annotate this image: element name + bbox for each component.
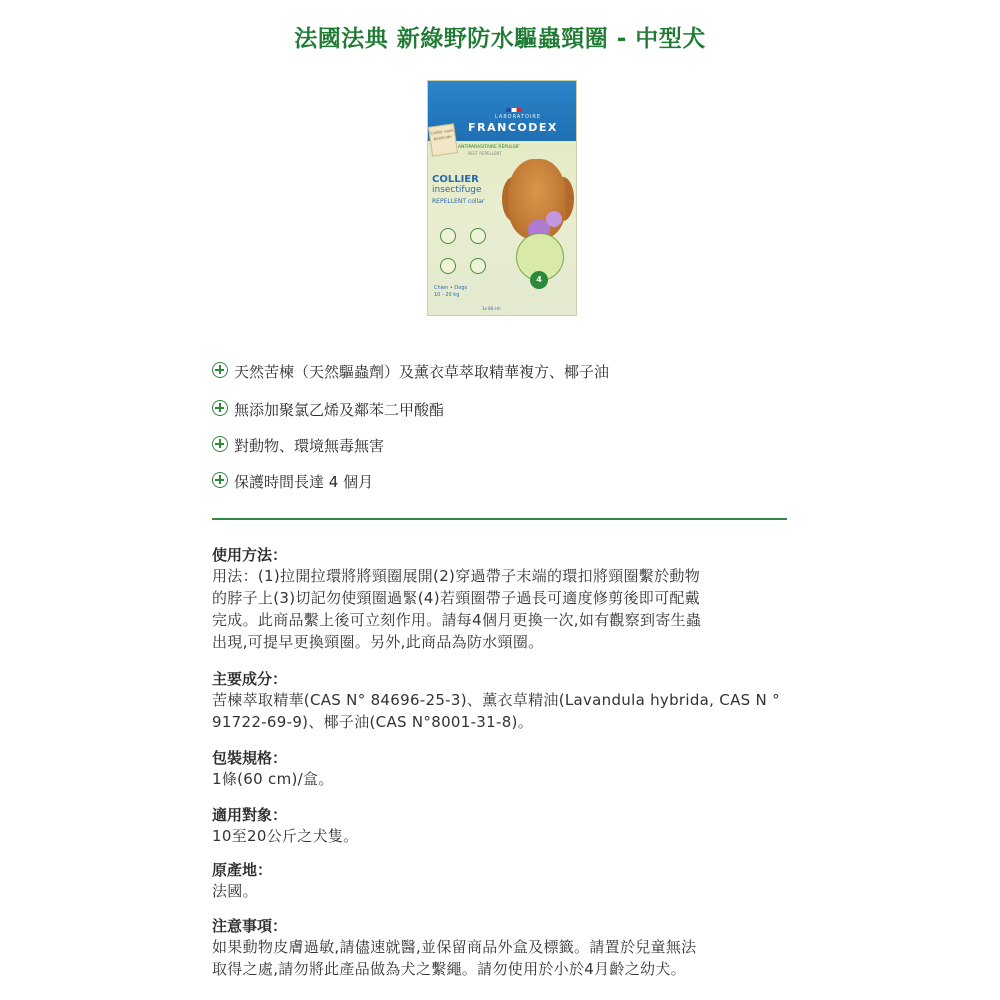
page-title: 法國法典 新綠野防水驅蟲頸圈 - 中型犬 [294, 26, 706, 52]
flea-icon [440, 228, 456, 244]
box-footer: 1x 60 cm [482, 306, 501, 311]
feature-text: 保護時間長達 4 個月 [234, 473, 374, 491]
notes-heading: 注意事項： [212, 917, 288, 935]
origin-heading: 原產地： [212, 861, 273, 879]
months-badge: 4 [530, 271, 548, 289]
plus-circle-icon [212, 362, 228, 378]
package-section [212, 748, 792, 790]
ingredients-section [212, 669, 792, 733]
usage-line: 完成。此商品繫上後可立刻作用。請每4個月更換一次,如有觀察到寄生蟲 [212, 611, 702, 629]
ingredients-line: 91722-69-9)、椰子油(CAS N°8001-31-8)。 [212, 713, 534, 731]
box-feature-icons [438, 224, 508, 284]
usage-line: 出現,可提早更換頸圈。另外,此商品為防水頸圈。 [212, 633, 544, 651]
usage-line: 用法：(1)拉開拉環將將頸圈展開(2)穿過帶子末端的環扣將頸圈繫於動物 [212, 567, 700, 585]
origin-section [212, 860, 792, 902]
notes-line: 取得之處,請勿將此產品做為犬之繫繩。請勿使用於小於4月齡之幼犬。 [212, 960, 686, 978]
sandfly-icon [470, 258, 486, 274]
ingredients-heading: 主要成分： [212, 670, 288, 688]
box-tag-label: Collier sans pesticide [428, 123, 458, 156]
notes-line: 如果動物皮膚過敏,請儘速就醫,並保留商品外盒及標籤。請置於兒童無法 [212, 938, 697, 956]
box-lab-label: LABORATOIRE [495, 114, 541, 120]
box-insectifuge: insectifuge [432, 185, 482, 195]
plus-circle-icon [212, 472, 228, 488]
brand-logo: FRANCODEX [468, 121, 558, 134]
tick-icon [440, 258, 456, 274]
feature-text: 對動物、環境無毒無害 [234, 437, 385, 455]
box-repellent: REPELLENT collar [432, 198, 485, 205]
plus-circle-icon [212, 400, 228, 416]
target-line: 10至20公斤之犬隻。 [212, 827, 359, 845]
package-line: 1條(60 cm)/盒。 [212, 770, 334, 788]
origin-line: 法國。 [212, 882, 258, 900]
notes-section [212, 916, 792, 980]
target-section [212, 805, 792, 847]
flower-decoration [546, 211, 562, 227]
usage-section [212, 545, 792, 653]
box-subtitle-en: PEST REPELLENT [468, 151, 502, 156]
plus-circle-icon [212, 436, 228, 452]
box-subtitle: ANTIPARASITAIRE RÉPULSIF [458, 145, 520, 150]
target-heading: 適用對象： [212, 806, 288, 824]
feature-text: 無添加聚氯乙烯及鄰苯二甲酸酯 [234, 401, 445, 419]
box-weight: 10 - 20 kg [434, 292, 460, 298]
feature-text: 天然苦楝（天然驅蟲劑）及薰衣草萃取精華複方、椰子油 [234, 363, 610, 381]
mosquito-icon [470, 228, 486, 244]
ingredients-line: 苦楝萃取精華(CAS N° 84696-25-3)、薰衣草精油(Lavandula hybrida, CAS N ° [212, 691, 780, 709]
usage-line: 的脖子上(3)切記勿使頸圈過緊(4)若頸圈帶子過長可適度修剪後即可配戴 [212, 589, 700, 607]
french-flag-icon [506, 108, 522, 112]
usage-heading: 使用方法： [212, 546, 288, 564]
box-chien: Chien • Dogs [434, 285, 468, 291]
box-collier: COLLIER [432, 174, 479, 185]
product-box-image [427, 80, 577, 316]
package-heading: 包裝規格： [212, 749, 288, 767]
section-divider [212, 518, 787, 520]
